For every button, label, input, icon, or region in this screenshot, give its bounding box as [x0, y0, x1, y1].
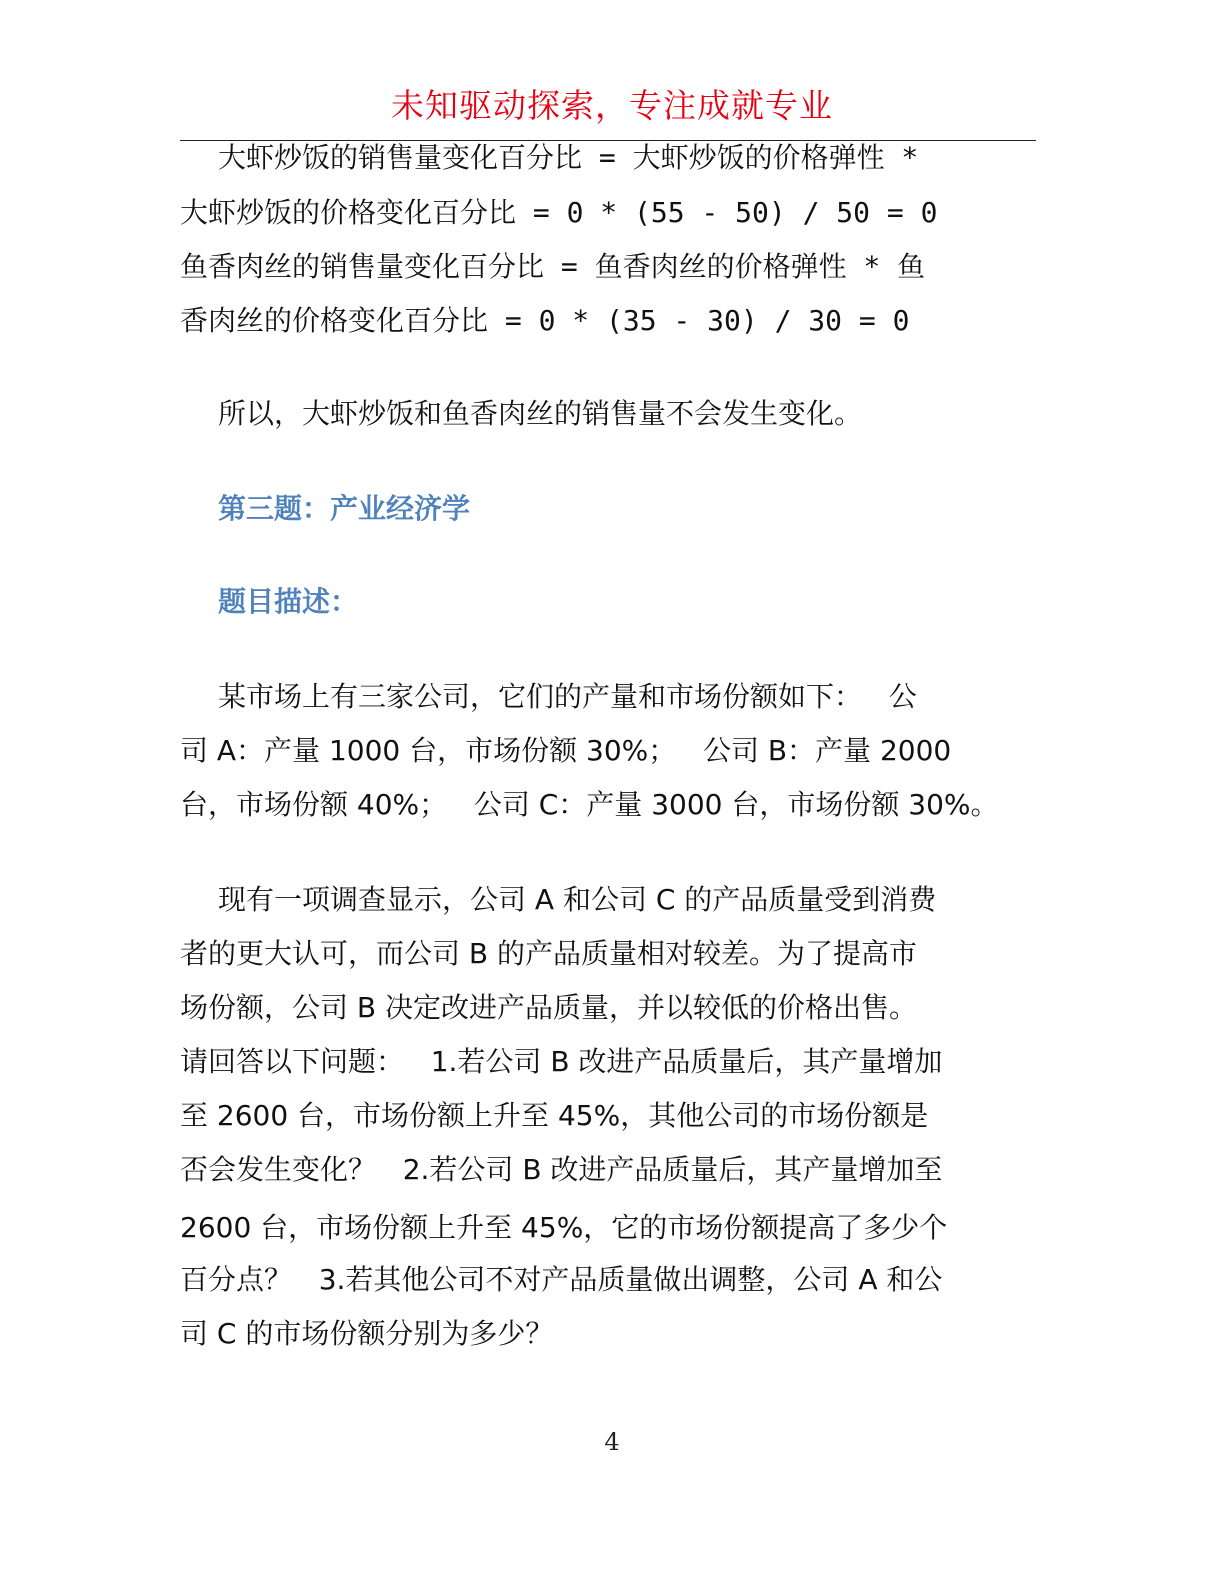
paragraph-line: 台，市场份额 40%； 公司 C：产量 3000 台，市场份额 30%。: [180, 788, 999, 821]
header-title: 未知驱动探索，专注成就专业: [391, 86, 833, 125]
paragraph-line: 场份额，公司 B 决定改进产品质量，并以较低的价格出售。: [180, 991, 918, 1024]
formula-line: 鱼香肉丝的销售量变化百分比 = 鱼香肉丝的价格弹性 * 鱼: [180, 250, 926, 283]
paragraph-line: 司 C 的市场份额分别为多少？: [180, 1317, 554, 1350]
page-number: 4: [604, 1428, 620, 1456]
paragraph-line: 百分点？ 3.若其他公司不对产品质量做出调整，公司 A 和公: [180, 1263, 943, 1296]
paragraph-line: 某市场上有三家公司，它们的产量和市场份额如下： 公: [218, 680, 917, 713]
paragraph-line: 2600 台，市场份额上升至 45%，它的市场份额提高了多少个: [180, 1211, 948, 1244]
section-heading: 第三题：产业经济学: [218, 492, 471, 525]
conclusion-text: 所以，大虾炒饭和鱼香肉丝的销售量不会发生变化。: [218, 397, 863, 430]
paragraph-line: 请回答以下问题： 1.若公司 B 改进产品质量后，其产量增加: [180, 1045, 943, 1078]
paragraph-line: 否会发生变化？ 2.若公司 B 改进产品质量后，其产量增加至: [180, 1153, 943, 1186]
formula-line: 大虾炒饭的价格变化百分比 = 0 * (55 - 50) / 50 = 0: [180, 196, 938, 229]
paragraph-line: 现有一项调查显示，公司 A 和公司 C 的产品质量受到消费: [218, 883, 937, 916]
subheading: 题目描述：: [218, 585, 359, 618]
paragraph-line: 者的更大认可，而公司 B 的产品质量相对较差。为了提高市: [180, 937, 918, 970]
paragraph-line: 至 2600 台，市场份额上升至 45%，其他公司的市场份额是: [180, 1099, 929, 1132]
paragraph-line: 司 A：产量 1000 台，市场份额 30%； 公司 B：产量 2000: [180, 734, 952, 767]
formula-line: 香肉丝的价格变化百分比 = 0 * (35 - 30) / 30 = 0: [180, 304, 910, 337]
formula-line: 大虾炒饭的销售量变化百分比 = 大虾炒饭的价格弹性 *: [218, 141, 919, 174]
